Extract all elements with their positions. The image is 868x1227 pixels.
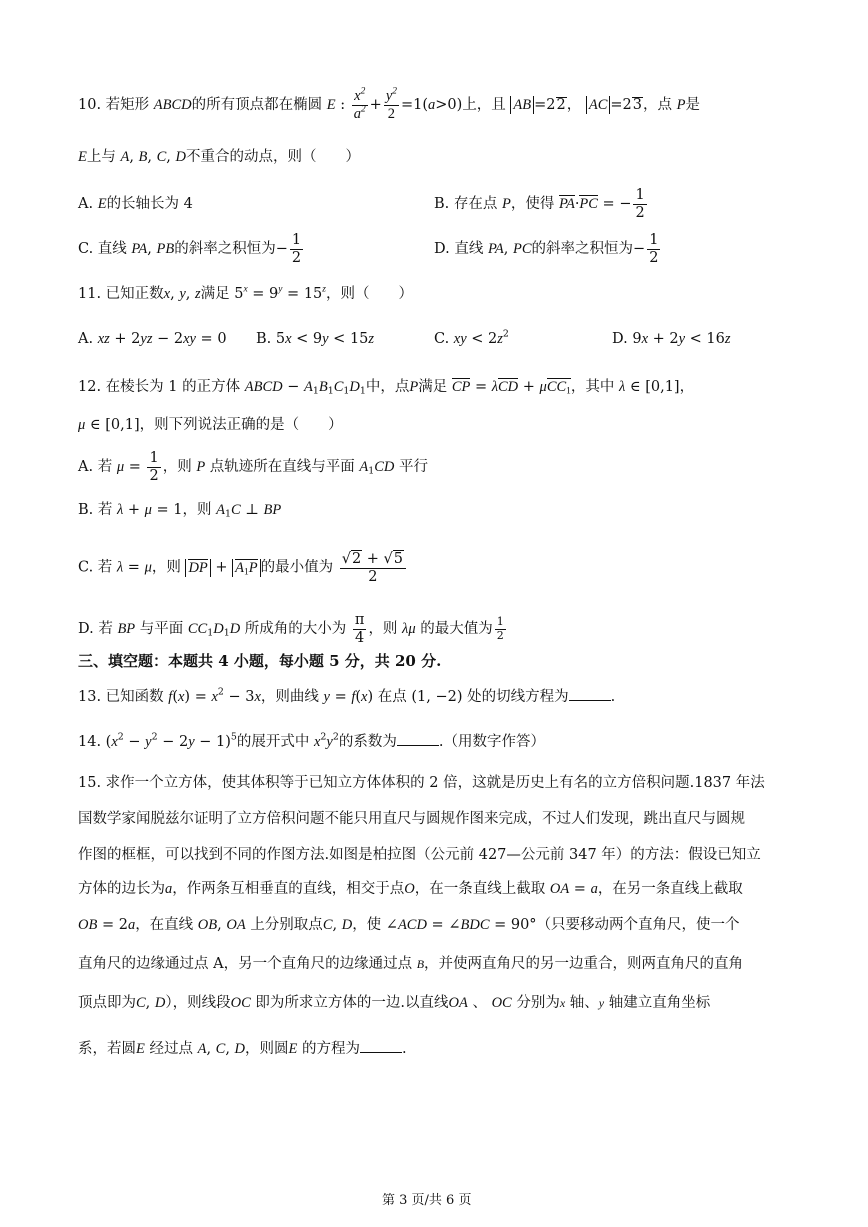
q15-line5: OB = 2a，在直线 OB, OA 上分别取点C, D，使 ∠ACD = ∠BDC = 90°（只要移动两个直角尺，使一个 [78, 917, 740, 933]
q15-line2: 国数学家闻脱兹尔证明了立方倍积问题不能只用直尺与圆规作图来完成，不过人们发现，跳出直尺与圆规 [78, 811, 745, 827]
q15-line6: 直角尺的边缘通过点 A，另一个直角尺的边缘通过点 B，并使两直角尺的另一边重合，则两直角尺的直角 [78, 956, 744, 972]
page-footer: 第 3 页/共 6 页 [382, 1193, 472, 1208]
q12-stem-line2: μ ∈ [0,1]，则下列说法正确的是（ ） [78, 417, 343, 433]
q11-option-a: A. xz + 2yz − 2xy = 0 [78, 331, 227, 347]
q15-line7: 顶点即为C, D），则线段OC 即为所求立方体的一边.以直线OA 、 OC 分别为x 轴、y 轴建立直角坐标 [78, 995, 711, 1011]
q11-option-b: B. 5x < 9y < 15z [256, 331, 375, 347]
q14: 14. $(x^2 - y^2 - 2y - 1)^5$的展开式中 $x^2y^2$的系数为 .（用数字作答） [78, 731, 545, 750]
q13: 13. 已知函数 $f(x) = x^2 - 3x$，则曲线 y = f(x) 在点 (1, −2) 处的切线方程为 . [78, 686, 616, 705]
q15-line8: 系，若圆E 经过点 A, C, D，则圆E 的方程为 . [78, 1041, 407, 1057]
q10-stem-line2: E上与 A, B, C, D不重合的动点，则（ ） [78, 149, 360, 165]
q11-option-d: D. 9x + 2y < 16z [612, 331, 731, 347]
q12-option-a: A. 若 μ = $\frac{1}{2}$ ，则 P 点轨迹所在直线与平面 $A_1CD$ 平行 [78, 450, 429, 484]
q12-stem-line1: 12. 在棱长为 1 的正方体 ABCD − $A_1B_1C_1D_1$中，点P满足 CP = λCD + μCC$_1$，其中 λ ∈ [0,1]， [78, 379, 695, 397]
q10-option-b: B. 存在点 P，使得 PA·PC = − $\frac{1}{2}$ [434, 187, 645, 221]
q10-option-d: D. 直线 PA, PC的斜率之积恒为− $\frac{1}{2}$ [434, 232, 659, 266]
q10-option-a: A. E的长轴长为 4 [78, 196, 193, 212]
q13-answer-blank[interactable] [569, 700, 611, 701]
q11-stem: 11. 已知正数x, y, z满足 $5^x = 9^y = 15^z$，则（ ） [78, 284, 413, 302]
q14-answer-blank[interactable] [397, 745, 439, 746]
q15-line4: 方体的边长为a，作两条互相垂直的直线，相交于点O，在一条直线上截取 OA = a，在另一条直线上截取 [78, 881, 743, 897]
q12-option-d: D. 若 BP 与平面 $CC_1D_1D$ 所成角的大小为 $\frac{\pi}{4}$ ，则 λμ 的最大值为 $\frac{1}{2}$ [78, 612, 504, 646]
q15-line3: 作图的框框，可以找到不同的作图方法.如图是柏拉图（公元前 427—公元前 347 年）的方法：假设已知立 [78, 847, 761, 863]
q15-line1: 15. 求作一个立方体，使其体积等于已知立方体体积的 2 倍，这就是历史上有名的立方倍积问题.1837 年法 [78, 775, 765, 791]
q12-option-b: B. 若 λ + μ = 1，则 $A_1C$ ⊥ BP [78, 502, 282, 520]
q10-option-c: C. 直线 PA, PB的斜率之积恒为− $\frac{1}{2}$ [78, 232, 302, 266]
q10-stem-line1: 10. 若矩形 ABCD的所有顶点都在椭圆 E : $\frac{x^2}{a^2}$ + $\frac{y^2}{2}$ =1(a>0)上，且 AB =22， AC =23，点 P是 [78, 86, 700, 122]
q15-answer-blank[interactable] [360, 1052, 402, 1053]
q11-option-c: C. xy < $2z^2$ [434, 328, 509, 347]
section-3-heading: 三、填空题：本题共 4 小题，每小题 5 分，共 20 分. [78, 652, 442, 670]
q12-option-c: C. 若 λ = μ，则 DP + $A_1P$ 的最小值为 $\frac{√2 + √5}{2}$ [78, 550, 408, 585]
